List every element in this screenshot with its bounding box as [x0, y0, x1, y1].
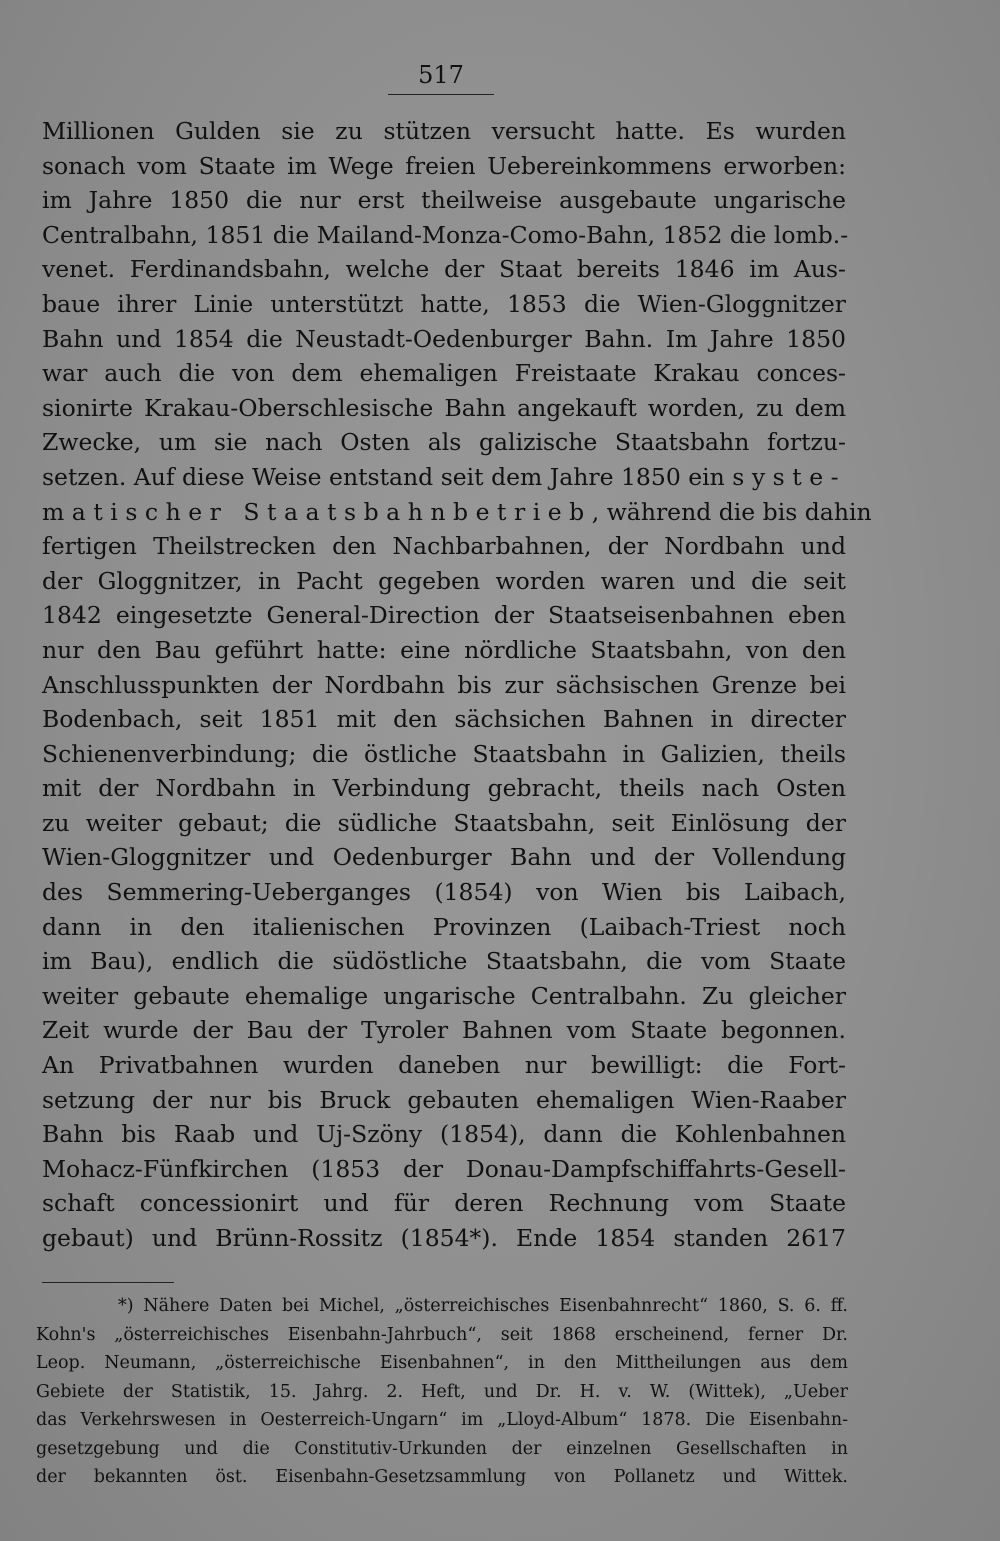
body-line: setzen. Auf diese Weise entstand seit dem Jahre 1850 ein syste-: [42, 462, 847, 491]
body-line: venet. Ferdinandsbahn, welche der Staat bereits 1846 im Aus-: [42, 255, 846, 284]
body-line: sionirte Krakau-Oberschlesische Bahn angekauft worden, zu dem: [42, 393, 846, 422]
body-line: des Semmering-Ueberganges (1854) von Wien bis Laibach,: [42, 878, 846, 907]
body-line: Mohacz-Fünfkirchen (1853 der Donau-Dampfschiffahrts-Gesell-: [42, 1154, 846, 1183]
body-line: war auch die von dem ehemaligen Freistaate Krakau conces-: [42, 359, 846, 388]
footnote-line: Leop. Neumann, „österreichische Eisenbahnen“, in den Mittheilungen aus dem: [36, 1353, 848, 1373]
footnote-text: [36, 1292, 848, 1492]
body-line: Millionen Gulden sie zu stützen versucht hatte. Es wurden: [42, 117, 846, 145]
body-line: gebaut) und Brünn-Rossitz (1854*). Ende 1854 standen 2617: [42, 1224, 846, 1252]
body-line: Wien-Gloggnitzer und Oedenburger Bahn und der Vollendung: [42, 843, 846, 872]
body-line: Schienenverbindung; die östliche Staatsbahn in Galizien, theils: [42, 739, 846, 768]
body-line: baue ihrer Linie unterstützt hatte, 1853 die Wien-Gloggnitzer: [42, 289, 846, 318]
footnote-line: der bekannten öst. Eisenbahn-Gesetzsammlung von Pollanetz und Wittek.: [36, 1467, 848, 1487]
footnote-line: Kohn's „österreichisches Eisenbahn-Jahrbuch“, seit 1868 erscheinend, ferner Dr.: [36, 1324, 848, 1345]
footnote-line: Gebiete der Statistik, 15. Jahrg. 2. Heft, und Dr. H. v. W. (Wittek), „Ueber: [36, 1381, 848, 1402]
body-line: Anschlusspunkten der Nordbahn bis zur sächsischen Grenze bei: [42, 670, 846, 699]
footnote-rule: [42, 1282, 174, 1283]
body-text: [42, 114, 872, 1256]
body-line: Centralbahn, 1851 die Mailand-Monza-Como-Bahn, 1852 die lomb.-: [42, 220, 849, 249]
page-number: 517: [418, 61, 464, 89]
body-line: fertigen Theilstrecken den Nachbarbahnen, der Nordbahn und: [42, 532, 846, 561]
body-line: setzung der nur bis Bruck gebauten ehemaligen Wien-Raaber: [42, 1085, 846, 1114]
body-line: Bahn und 1854 die Neustadt-Oedenburger Bahn. Im Jahre 1850: [42, 324, 846, 353]
body-line: 1842 eingesetzte General-Direction der Staatseisenbahnen eben: [42, 601, 846, 630]
body-line: weiter gebaute ehemalige ungarische Centralbahn. Zu gleicher: [42, 981, 846, 1010]
body-line: Bahn bis Raab und Uj-Szöny (1854), dann die Kohlenbahnen: [42, 1120, 846, 1149]
body-line: im Bau), endlich die südöstliche Staatsbahn, die vom Staate: [42, 947, 846, 976]
body-line: Bodenbach, seit 1851 mit den sächsichen Bahnen in directer: [42, 705, 846, 734]
body-line: dann in den italienischen Provinzen (Laibach-Triest noch: [42, 912, 846, 941]
body-line: matischer Staatsbahnbetrieb, während die bis dahin: [42, 497, 872, 526]
footnote-line: *) Nähere Daten bei Michel, „österreichisches Eisenbahnrecht“ 1860, S. 6. ff.: [118, 1296, 848, 1316]
body-line: nur den Bau geführt hatte: eine nördliche Staatsbahn, von den: [42, 635, 846, 664]
body-line: im Jahre 1850 die nur erst theilweise ausgebaute ungarische: [42, 186, 846, 215]
header-rule: [388, 94, 494, 95]
body-line: schaft concessionirt und für deren Rechnung vom Staate: [42, 1189, 846, 1218]
body-line: Zwecke, um sie nach Osten als galizische Staatsbahn fortzu-: [42, 428, 846, 457]
footnote-line: das Verkehrswesen in Oesterreich-Ungarn“ im „Lloyd-Album“ 1878. Die Eisenbahn-: [36, 1410, 848, 1430]
body-line: mit der Nordbahn in Verbindung gebracht, theils nach Osten: [42, 774, 846, 803]
body-line: der Gloggnitzer, in Pacht gegeben worden waren und die seit: [42, 566, 846, 595]
body-line: An Privatbahnen wurden daneben nur bewilligt: die Fort-: [42, 1051, 846, 1080]
body-line: zu weiter gebaut; die südliche Staatsbahn, seit Einlösung der: [42, 808, 846, 837]
body-line: sonach vom Staate im Wege freien Uebereinkommens erworben:: [42, 151, 846, 180]
body-line: Zeit wurde der Bau der Tyroler Bahnen vom Staate begonnen.: [42, 1016, 846, 1045]
footnote-line: gesetzgebung und die Constitutiv-Urkunden der einzelnen Gesellschaften in: [36, 1438, 848, 1459]
